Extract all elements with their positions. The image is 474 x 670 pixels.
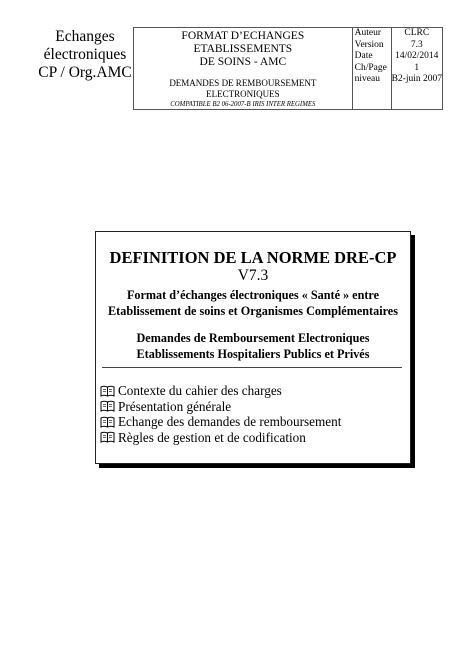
header-compat-note: COMPATIBLE B2 06-2007-B IRIS INTER REGIMES	[170, 101, 316, 108]
header-left-title	[38, 28, 132, 82]
header-left-line: électroniques	[43, 46, 127, 63]
header-subtitle	[134, 78, 352, 99]
toc-item[interactable]	[100, 414, 341, 430]
subtitle-line: Etablissement de soins et Organismes Complémentaires	[108, 303, 398, 318]
header-labels-cell	[352, 28, 391, 110]
header-label: Date	[354, 51, 373, 61]
book-icon	[100, 416, 115, 428]
header-subtitle-line: ELECTRONIQUES	[206, 88, 280, 99]
header-label: Version	[354, 39, 384, 50]
toc-item-label: Contexte du cahier des charges	[118, 383, 282, 398]
header-value: B2-juin 2007	[391, 74, 442, 84]
book-icon	[100, 400, 115, 412]
toc-item[interactable]	[100, 430, 341, 446]
document-title: DEFINITION DE LA NORME DRE-CP	[109, 248, 397, 267]
header-value: 14/02/2014	[395, 51, 439, 61]
header-value: 7.3	[410, 39, 423, 50]
document-version: V7.3	[237, 267, 269, 284]
divider	[102, 367, 402, 368]
header-left-line: Echanges	[55, 28, 115, 45]
toc-item[interactable]	[100, 383, 341, 399]
header-values-cell	[391, 28, 442, 110]
book-icon	[100, 431, 115, 443]
header-title-cell	[134, 28, 353, 110]
header-title-line: DE SOINS - AMC	[199, 56, 287, 68]
header-label: Auteur	[354, 28, 382, 38]
subtitle-line: Format d’échanges électroniques « Santé » entre	[126, 288, 380, 302]
scope-line: Demandes de Remboursement Electroniques	[136, 331, 370, 345]
header-info-table	[133, 27, 443, 110]
toc-item-label: Règles de gestion et de codification	[118, 429, 306, 445]
header-label: niveau	[354, 74, 380, 84]
book-icon	[100, 385, 115, 397]
header-title	[134, 30, 352, 69]
table-of-contents	[100, 383, 341, 445]
toc-item-label: Echange des demandes de remboursement	[118, 414, 342, 429]
document-subtitle	[96, 288, 410, 319]
scope-line: Etablissements Hospitaliers Publics et Privés	[136, 346, 370, 361]
toc-item[interactable]	[100, 399, 341, 415]
definition-box	[95, 231, 411, 464]
header-value: 1	[414, 62, 420, 73]
header-left-line: CP / Org.AMC	[38, 64, 132, 81]
header-subtitle-line: DEMANDES DE REMBOURSEMENT	[169, 78, 317, 88]
toc-item-label: Présentation générale	[118, 398, 232, 414]
header-label: Ch/Page	[354, 62, 387, 73]
header-value: CLRC	[404, 28, 430, 38]
document-scope	[96, 331, 410, 362]
header-title-line: FORMAT D’ECHANGES ETABLISSEMENTS	[181, 30, 305, 55]
